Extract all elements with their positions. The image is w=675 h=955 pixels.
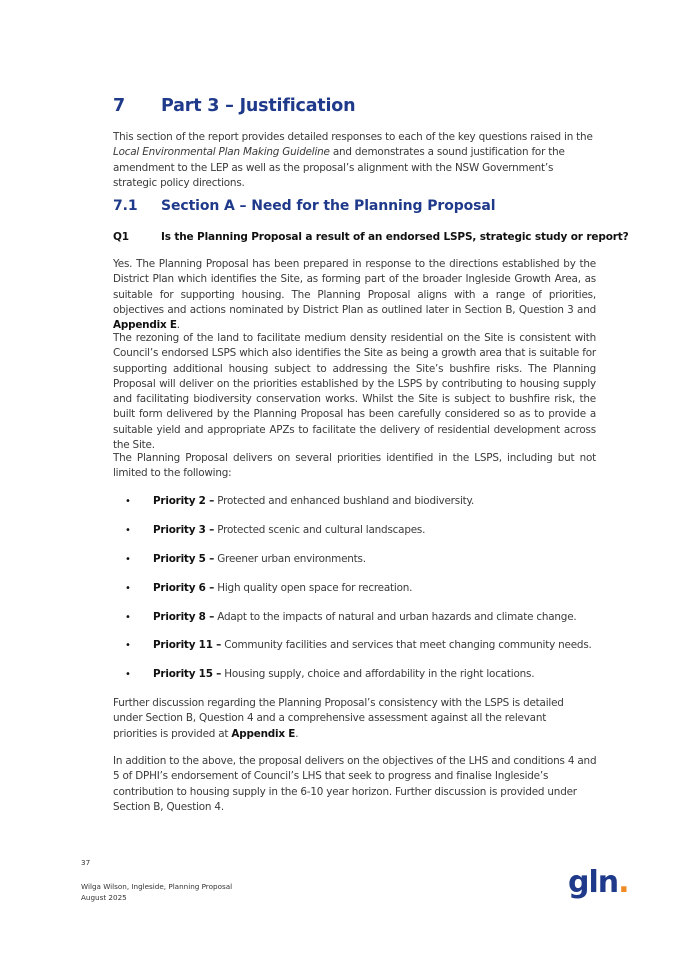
section-title: Part 3 – Justification [161,96,356,116]
footer-project: Wilga Wilson, Ingleside, Planning Proposal [81,882,233,891]
question-number: Q1 [113,231,129,243]
guideline-title: Local Environmental Plan Making Guideline [113,146,330,159]
gln-logo: gln. [568,865,629,900]
bullet-icon: • [125,525,131,536]
appendix-reference: Appendix E [113,319,177,332]
section-number: 7 [113,96,125,116]
footer-date: August 2025 [81,893,127,902]
subsection-number: 7.1 [113,198,138,214]
appendix-reference: Appendix E [231,727,296,740]
bullet-icon: • [125,669,131,680]
question-heading [113,231,629,243]
bullet-icon: • [125,554,131,565]
priority-list-item: • Priority 6 – High quality open space for recreation. [125,582,413,594]
answer-paragraph-5: In addition to the above, the proposal delivers on the objectives of the LHS and conditions 4 and 5 of DPHI’s endorsement of Council’s LHS that seek to progress and finalise Ingleside’s contribution to housing supply in the 6-10 year horizon. Further discussion is provided under Section B, Question 4. [113,755,597,813]
page-number: 37 [81,858,91,867]
bullet-icon: • [125,640,131,651]
subsection-heading [113,198,495,214]
bullet-icon: • [125,496,131,507]
intro-paragraph: This section of the report provides detailed responses to each of the key questions raised in the Local Environmental Plan Making Guideline and demonstrates a sound justification for the amendment to the LEP as well as the proposal’s alignment with the NSW Government’s strategic policy directions. [113,131,593,189]
answer-paragraph-2: The rezoning of the land to facilitate medium density residential on the Site is consistent with Council’s endorsed LSPS which also identifies the Site as being a growth area that is suitable for supporting additional housing subject to addressing the Site’s bushfire risks. The Planning Proposal will deliver on the priorities established by the LSPS by contributing to housing supply and facilitating biodiversity conservation works. Whilst the Site is subject to bushfire risk, the built form delivered by the Planning Proposal has been carefully considered so as to provide a suitable yield and appropriate APZs to facilitate the delivery of residential development across the Site. [113,332,596,452]
bullet-icon: • [125,583,131,594]
section-heading [113,96,355,116]
priority-list-item: • Priority 2 – Protected and enhanced bushland and biodiversity. [125,495,475,507]
priority-list-item: • Priority 11 – Community facilities and services that meet changing community needs. [125,639,592,651]
priority-list-item: • Priority 3 – Protected scenic and cultural landscapes. [125,524,426,536]
answer-paragraph-1: Yes. The Planning Proposal has been prepared in response to the directions established by the District Plan which identifies the Site, as forming part of the broader Ingleside Growth Area, as suitable for supporting housing. The Planning Proposal aligns with a range of priorities, objectives and actions nominated by District Plan as outlined later in Section B, Question 3 and Appendix E. [113,258,596,332]
answer-paragraph-4: Further discussion regarding the Planning Proposal’s consistency with the LSPS is detailed under Section B, Question 4 and a comprehensive assessment against all the relevant priorities is provided at Appendix E. [113,697,564,740]
priority-list-item: • Priority 5 – Greener urban environments. [125,553,366,565]
question-text: Is the Planning Proposal a result of an endorsed LSPS, strategic study or report? [161,231,629,243]
bullet-icon: • [125,612,131,623]
priority-list-item: • Priority 15 – Housing supply, choice and affordability in the right locations. [125,668,535,680]
priority-list-item: • Priority 8 – Adapt to the impacts of natural and urban hazards and climate change. [125,611,577,623]
logo-dot-icon: . [618,865,629,900]
answer-paragraph-3: The Planning Proposal delivers on several priorities identified in the LSPS, including but not limited to the following: [113,452,596,480]
subsection-title: Section A – Need for the Planning Proposal [161,198,496,214]
